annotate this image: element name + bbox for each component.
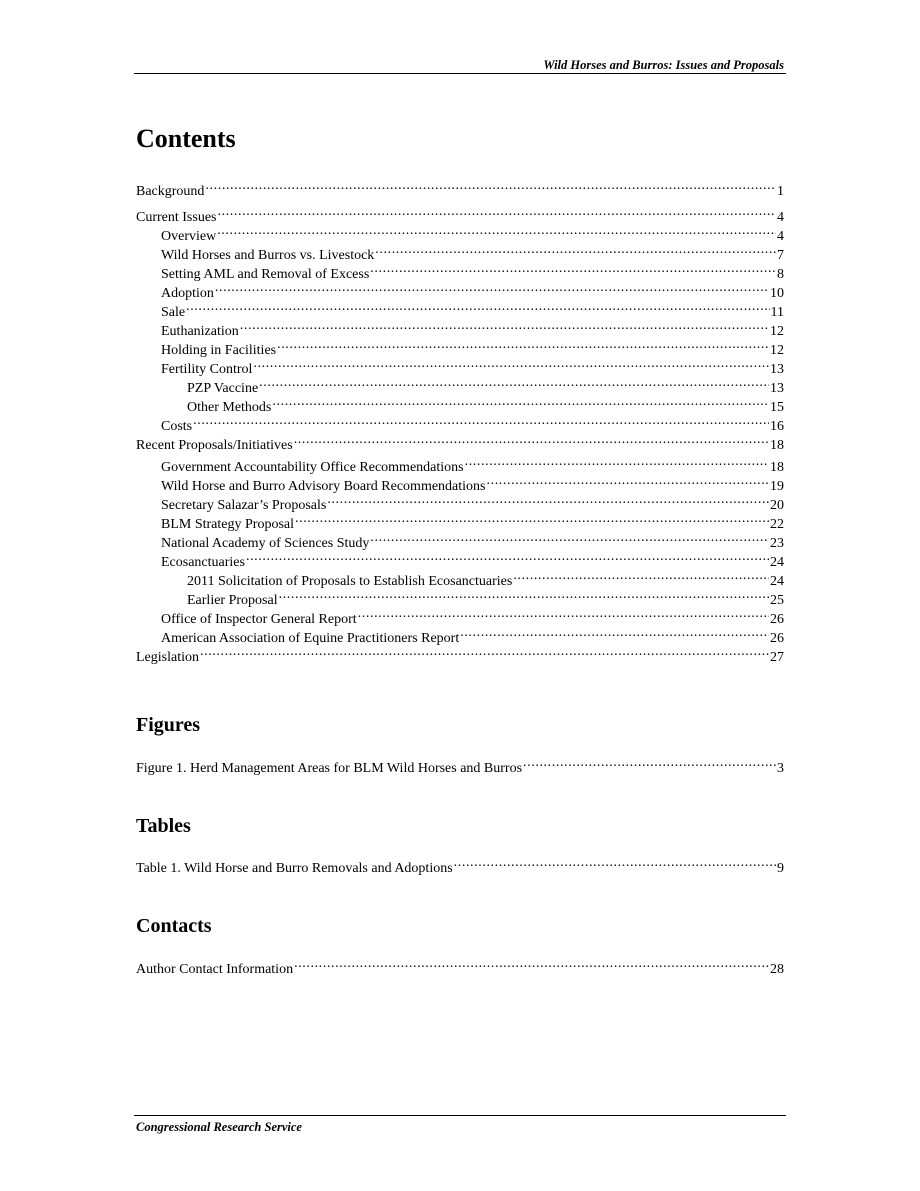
toc-entry-ecosanctuaries[interactable]: Ecosanctuaries ..... 24	[136, 547, 784, 566]
running-title: Wild Horses and Burros: Issues and Proposals	[543, 58, 784, 72]
toc-entry-table-1[interactable]: Table 1. Wild Horse and Burro Removals and Adoptions ..... 9	[136, 853, 784, 872]
page-number: 18	[770, 438, 784, 453]
page-number: 1	[777, 184, 784, 199]
contacts-heading: Contacts	[136, 915, 212, 937]
toc-entry-overview[interactable]: Overview ..... 4	[136, 221, 784, 240]
toc-entry-recent-proposals[interactable]: Recent Proposals/Initiatives ..... 18	[136, 430, 784, 449]
toc-entry-background[interactable]: Background ..... 1	[136, 176, 784, 195]
page-number: 8	[777, 267, 784, 282]
page-number: 18	[770, 460, 784, 475]
page-number: 13	[770, 362, 784, 377]
toc-entry-pzp-vaccine[interactable]: PZP Vaccine ..... 13	[136, 373, 784, 392]
page-number: 26	[770, 631, 784, 646]
contacts-list	[136, 954, 784, 977]
toc-entry-holding-facilities[interactable]: Holding in Facilities ..... 12	[136, 335, 784, 354]
page-number: 20	[770, 498, 784, 513]
page-number: 9	[777, 861, 784, 876]
contents-list	[136, 176, 784, 665]
page-number: 22	[770, 517, 784, 532]
toc-entry-setting-aml[interactable]: Setting AML and Removal of Excess ..... 8	[136, 259, 784, 278]
toc-entry-costs[interactable]: Costs ..... 16	[136, 411, 784, 430]
page-number: 7	[777, 248, 784, 263]
toc-entry-nas-study[interactable]: National Academy of Sciences Study ..... 23	[136, 528, 784, 547]
toc-entry-gao-recommendations[interactable]: Government Accountability Office Recommendations ..... 18	[136, 452, 784, 471]
toc-entry-fertility-control[interactable]: Fertility Control ..... 13	[136, 354, 784, 373]
toc-entry-euthanization[interactable]: Euthanization ..... 12	[136, 316, 784, 335]
toc-entry-legislation[interactable]: Legislation ..... 27	[136, 642, 784, 661]
figures-heading: Figures	[136, 714, 201, 736]
page-number: 4	[777, 210, 784, 225]
page-number: 27	[770, 650, 784, 665]
tables-list	[136, 853, 784, 876]
page-number: 16	[770, 419, 784, 434]
toc-entry-vs-livestock[interactable]: Wild Horses and Burros vs. Livestock ..... 7	[136, 240, 784, 259]
page-number: 3	[777, 761, 784, 776]
contents-heading: Contents	[136, 124, 236, 153]
page-number: 12	[770, 324, 784, 339]
toc-entry-earlier-proposal[interactable]: Earlier Proposal ..... 25	[136, 585, 784, 604]
page-number: 10	[770, 286, 784, 301]
page-number: 23	[770, 536, 784, 551]
page-number: 13	[770, 381, 784, 396]
toc-entry-salazar-proposals[interactable]: Secretary Salazar’s Proposals ..... 20	[136, 490, 784, 509]
toc-entry-advisory-board[interactable]: Wild Horse and Burro Advisory Board Recommendations ..... 19	[136, 471, 784, 490]
page-number: 15	[770, 400, 784, 415]
toc-entry-figure-1[interactable]: Figure 1. Herd Management Areas for BLM Wild Horses and Burros ..... 3	[136, 753, 784, 772]
toc-entry-blm-strategy[interactable]: BLM Strategy Proposal ..... 22	[136, 509, 784, 528]
page-number: 4	[777, 229, 784, 244]
toc-entry-other-methods[interactable]: Other Methods ..... 15	[136, 392, 784, 411]
toc-entry-adoption[interactable]: Adoption ..... 10	[136, 278, 784, 297]
page-number: 25	[770, 593, 784, 608]
toc-entry-current-issues[interactable]: Current Issues ..... 4	[136, 202, 784, 221]
tables-heading: Tables	[136, 815, 191, 837]
toc-entry-sale[interactable]: Sale ..... 11	[136, 297, 784, 316]
page-number: 12	[770, 343, 784, 358]
page-number: 19	[770, 479, 784, 494]
footer-text: Congressional Research Service	[136, 1120, 302, 1134]
page-number: 24	[770, 555, 784, 570]
footer-rule	[134, 1115, 786, 1116]
toc-entry-author-contact[interactable]: Author Contact Information ..... 28	[136, 954, 784, 973]
toc-entry-oig-report[interactable]: Office of Inspector General Report ..... 26	[136, 604, 784, 623]
figures-list	[136, 753, 784, 776]
page-number: 26	[770, 612, 784, 627]
toc-entry-2011-solicitation[interactable]: 2011 Solicitation of Proposals to Establish Ecosanctuaries ..... 24	[136, 566, 784, 585]
page-number: 28	[770, 962, 784, 977]
page-number: 11	[770, 305, 784, 320]
toc-entry-aaep-report[interactable]: American Association of Equine Practitioners Report ..... 26	[136, 623, 784, 642]
running-header	[134, 56, 786, 74]
page-number: 24	[770, 574, 784, 589]
